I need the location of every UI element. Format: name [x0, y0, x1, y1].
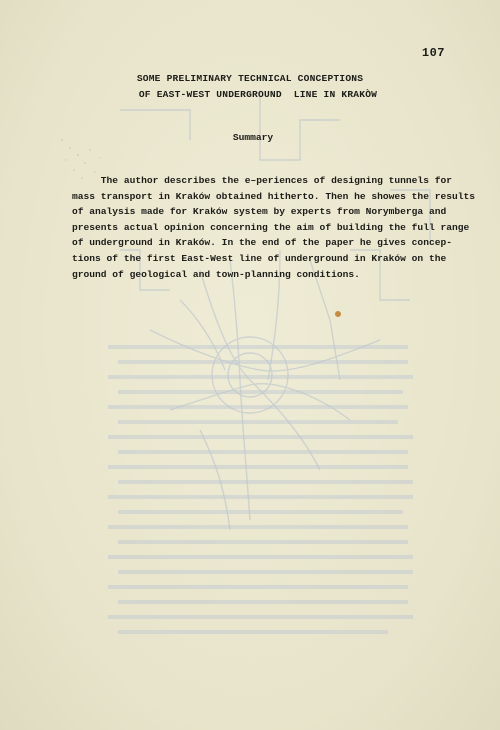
page-number: 107 [421, 46, 445, 60]
section-heading-summary: Summary [232, 132, 274, 143]
stain-mark [335, 311, 341, 317]
abstract-line: The author describes the e–periences of designing tunnels for [72, 175, 452, 186]
abstract-paragraph [72, 173, 476, 282]
document-title-line-2: OF EAST-WEST UNDERGROUND LINE IN KRAKÒW [138, 89, 378, 100]
abstract-line: of analysis made for Kraków system by experts from Norymberga and [72, 206, 447, 218]
document-title-line-1: SOME PRELIMINARY TECHNICAL CONCEPTIONS [136, 73, 364, 84]
abstract-line: of underground in Kraków. In the end of the paper he gives concep- [72, 237, 452, 249]
abstract-line: ground of geological and town-planning conditions. [72, 268, 360, 280]
abstract-line: mass transport in Kraków obtained hitherto. Then he showes the results [72, 190, 476, 202]
abstract-line: presents actual opinion concerning the aim of building the full range [72, 221, 470, 233]
abstract-line: tions of the first East-West line of underground in Kraków on the [72, 252, 447, 264]
